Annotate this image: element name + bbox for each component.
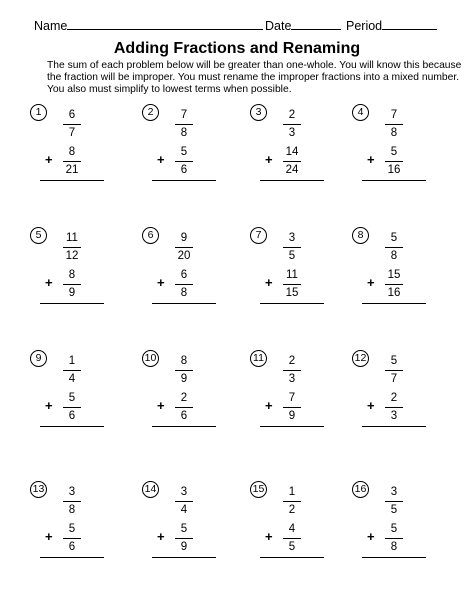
top-fraction (173, 109, 195, 140)
fraction-bar (63, 124, 81, 125)
denominator: 8 (390, 541, 398, 553)
denominator: 24 (285, 164, 299, 176)
numerator: 6 (180, 269, 188, 281)
top-fraction (61, 355, 83, 386)
date-label: Date (265, 19, 292, 33)
bottom-fraction (61, 523, 83, 554)
fraction-bar (385, 124, 403, 125)
problem-8 (352, 227, 442, 312)
bottom-fraction (281, 392, 303, 423)
numerator: 7 (288, 392, 296, 404)
name-field (34, 17, 263, 33)
fraction-bar (283, 538, 301, 539)
numerator: 5 (180, 146, 188, 158)
numerator: 5 (390, 146, 398, 158)
problem-number-circle: 13 (30, 481, 47, 498)
bottom-fraction (383, 392, 405, 423)
denominator: 16 (387, 287, 401, 299)
numerator: 2 (288, 109, 296, 121)
problem-number-circle: 9 (30, 350, 47, 367)
problem-2 (142, 104, 232, 189)
bottom-fraction (173, 523, 195, 554)
problem-4 (352, 104, 442, 189)
plus-sign: + (265, 529, 273, 544)
top-fraction (173, 486, 195, 517)
plus-sign: + (45, 398, 53, 413)
numerator: 4 (288, 523, 296, 535)
numerator: 7 (390, 109, 398, 121)
instructions-line-1: The sum of each problem below will be greater than one-whole. You will know this because (47, 60, 462, 71)
fraction-bar (63, 161, 81, 162)
instructions-line-2: the fraction will be improper. You must rename the improper fractions into a mixed number. (47, 71, 460, 83)
plus-sign: + (367, 398, 375, 413)
bottom-fraction (383, 523, 405, 554)
problem-13 (30, 481, 120, 566)
date-field (265, 17, 341, 33)
denominator: 8 (180, 287, 188, 299)
answer-line[interactable] (260, 426, 324, 427)
problem-number-circle: 1 (30, 104, 47, 121)
fraction-bar (283, 284, 301, 285)
numerator: 11 (286, 269, 298, 281)
numerator: 5 (390, 523, 398, 535)
denominator: 6 (68, 410, 76, 422)
numerator: 5 (68, 523, 76, 535)
instructions-line-3: You also must simplify to lowest terms when possible. (47, 83, 292, 95)
top-fraction (61, 109, 83, 140)
denominator: 3 (390, 410, 398, 422)
top-fraction (383, 486, 405, 517)
fraction-bar (385, 247, 403, 248)
denominator: 8 (390, 250, 398, 262)
plus-sign: + (157, 152, 165, 167)
period-field (346, 17, 437, 33)
problem-15 (250, 481, 340, 566)
numerator: 2 (390, 392, 398, 404)
fraction-bar (63, 501, 81, 502)
denominator: 6 (68, 541, 76, 553)
problem-number-circle: 14 (142, 481, 159, 498)
plus-sign: + (157, 275, 165, 290)
denominator: 6 (180, 164, 188, 176)
fraction-bar (385, 538, 403, 539)
answer-line[interactable] (260, 557, 324, 558)
problem-number-circle: 10 (142, 350, 159, 367)
problem-number-circle: 3 (250, 104, 267, 121)
answer-line[interactable] (40, 426, 104, 427)
fraction-bar (283, 247, 301, 248)
answer-line[interactable] (260, 180, 324, 181)
fraction-bar (283, 370, 301, 371)
denominator: 8 (390, 127, 398, 139)
fraction-bar (175, 284, 193, 285)
answer-line[interactable] (40, 303, 104, 304)
answer-line[interactable] (152, 303, 216, 304)
denominator: 8 (180, 127, 188, 139)
fraction-bar (175, 247, 193, 248)
plus-sign: + (367, 275, 375, 290)
bottom-fraction (61, 146, 83, 177)
fraction-bar (63, 284, 81, 285)
plus-sign: + (367, 529, 375, 544)
answer-line[interactable] (40, 180, 104, 181)
numerator: 5 (68, 392, 76, 404)
denominator: 16 (387, 164, 401, 176)
bottom-fraction (383, 269, 405, 300)
fraction-bar (385, 370, 403, 371)
instructions (47, 60, 462, 95)
numerator: 2 (180, 392, 188, 404)
denominator: 9 (68, 287, 76, 299)
fraction-bar (283, 161, 301, 162)
numerator: 3 (180, 486, 188, 498)
name-blank-line[interactable] (67, 17, 263, 30)
problem-number-circle: 16 (352, 481, 369, 498)
top-fraction (281, 109, 303, 140)
problem-number-circle: 11 (250, 350, 267, 367)
fraction-bar (283, 501, 301, 502)
period-blank-line[interactable] (382, 17, 437, 30)
problem-number-circle: 6 (142, 227, 159, 244)
bottom-fraction (61, 392, 83, 423)
denominator: 4 (68, 373, 76, 385)
name-label: Name (34, 19, 68, 33)
top-fraction (61, 232, 83, 263)
plus-sign: + (45, 275, 53, 290)
answer-line[interactable] (362, 557, 426, 558)
numerator: 3 (68, 486, 76, 498)
denominator: 9 (180, 373, 188, 385)
problem-3 (250, 104, 340, 189)
bottom-fraction (173, 269, 195, 300)
answer-line[interactable] (362, 180, 426, 181)
problem-11 (250, 350, 340, 435)
fraction-bar (385, 284, 403, 285)
numerator: 9 (180, 232, 188, 244)
numerator: 1 (288, 486, 296, 498)
plus-sign: + (157, 529, 165, 544)
date-blank-line[interactable] (291, 17, 341, 30)
fraction-bar (175, 161, 193, 162)
problem-number-circle: 12 (352, 350, 369, 367)
problem-1 (30, 104, 120, 189)
fraction-bar (385, 501, 403, 502)
problem-9 (30, 350, 120, 435)
numerator: 15 (387, 269, 401, 281)
answer-line[interactable] (152, 180, 216, 181)
top-fraction (383, 109, 405, 140)
bottom-fraction (173, 392, 195, 423)
fraction-bar (175, 124, 193, 125)
numerator: 1 (68, 355, 76, 367)
fraction-bar (63, 407, 81, 408)
denominator: 5 (288, 250, 296, 262)
top-fraction (281, 486, 303, 517)
bottom-fraction (61, 269, 83, 300)
fraction-bar (175, 538, 193, 539)
answer-line[interactable] (260, 303, 324, 304)
top-fraction (383, 232, 405, 263)
problem-number-circle: 4 (352, 104, 369, 121)
denominator: 4 (180, 504, 188, 516)
fraction-bar (385, 161, 403, 162)
denominator: 5 (288, 541, 296, 553)
top-fraction (61, 486, 83, 517)
denominator: 12 (65, 250, 79, 262)
denominator: 2 (288, 504, 296, 516)
top-fraction (173, 355, 195, 386)
plus-sign: + (265, 398, 273, 413)
denominator: 9 (180, 541, 188, 553)
denominator: 9 (288, 410, 296, 422)
numerator: 14 (285, 146, 299, 158)
numerator: 7 (180, 109, 188, 121)
top-fraction (173, 232, 195, 263)
numerator: 8 (68, 269, 76, 281)
numerator: 5 (390, 355, 398, 367)
fraction-bar (63, 538, 81, 539)
plus-sign: + (45, 529, 53, 544)
numerator: 5 (390, 232, 398, 244)
top-fraction (281, 232, 303, 263)
numerator: 8 (180, 355, 188, 367)
fraction-bar (283, 407, 301, 408)
plus-sign: + (265, 152, 273, 167)
problem-14 (142, 481, 232, 566)
bottom-fraction (383, 146, 405, 177)
top-fraction (383, 355, 405, 386)
denominator: 15 (285, 287, 299, 299)
fraction-bar (175, 407, 193, 408)
numerator: 5 (180, 523, 188, 535)
denominator: 7 (68, 127, 76, 139)
problem-number-circle: 8 (352, 227, 369, 244)
denominator: 5 (390, 504, 398, 516)
problem-number-circle: 7 (250, 227, 267, 244)
numerator: 3 (390, 486, 398, 498)
fraction-bar (63, 247, 81, 248)
problem-5 (30, 227, 120, 312)
problem-10 (142, 350, 232, 435)
denominator: 21 (65, 164, 79, 176)
numerator: 3 (288, 232, 296, 244)
student-info-header (34, 17, 444, 37)
denominator: 20 (177, 250, 191, 262)
numerator: 8 (68, 146, 76, 158)
numerator: 6 (68, 109, 76, 121)
problem-number-circle: 5 (30, 227, 47, 244)
bottom-fraction (281, 146, 303, 177)
answer-line[interactable] (40, 557, 104, 558)
top-fraction (281, 355, 303, 386)
denominator: 3 (288, 373, 296, 385)
problem-16 (352, 481, 442, 566)
bottom-fraction (281, 523, 303, 554)
plus-sign: + (265, 275, 273, 290)
fraction-bar (175, 370, 193, 371)
problem-number-circle: 15 (250, 481, 267, 498)
denominator: 3 (288, 127, 296, 139)
numerator: 2 (288, 355, 296, 367)
fraction-bar (63, 370, 81, 371)
answer-line[interactable] (362, 426, 426, 427)
bottom-fraction (281, 269, 303, 300)
answer-line[interactable] (362, 303, 426, 304)
problem-number-circle: 2 (142, 104, 159, 121)
plus-sign: + (157, 398, 165, 413)
worksheet-title: Adding Fractions and Renaming (113, 40, 361, 57)
period-label: Period (346, 19, 383, 33)
denominator: 7 (390, 373, 398, 385)
denominator: 8 (68, 504, 76, 516)
bottom-fraction (173, 146, 195, 177)
answer-line[interactable] (152, 426, 216, 427)
problem-7 (250, 227, 340, 312)
plus-sign: + (367, 152, 375, 167)
problem-12 (352, 350, 442, 435)
numerator: 11 (66, 232, 78, 244)
plus-sign: + (45, 152, 53, 167)
fraction-bar (385, 407, 403, 408)
answer-line[interactable] (152, 557, 216, 558)
problem-6 (142, 227, 232, 312)
fraction-bar (175, 501, 193, 502)
fraction-bar (283, 124, 301, 125)
denominator: 6 (180, 410, 188, 422)
